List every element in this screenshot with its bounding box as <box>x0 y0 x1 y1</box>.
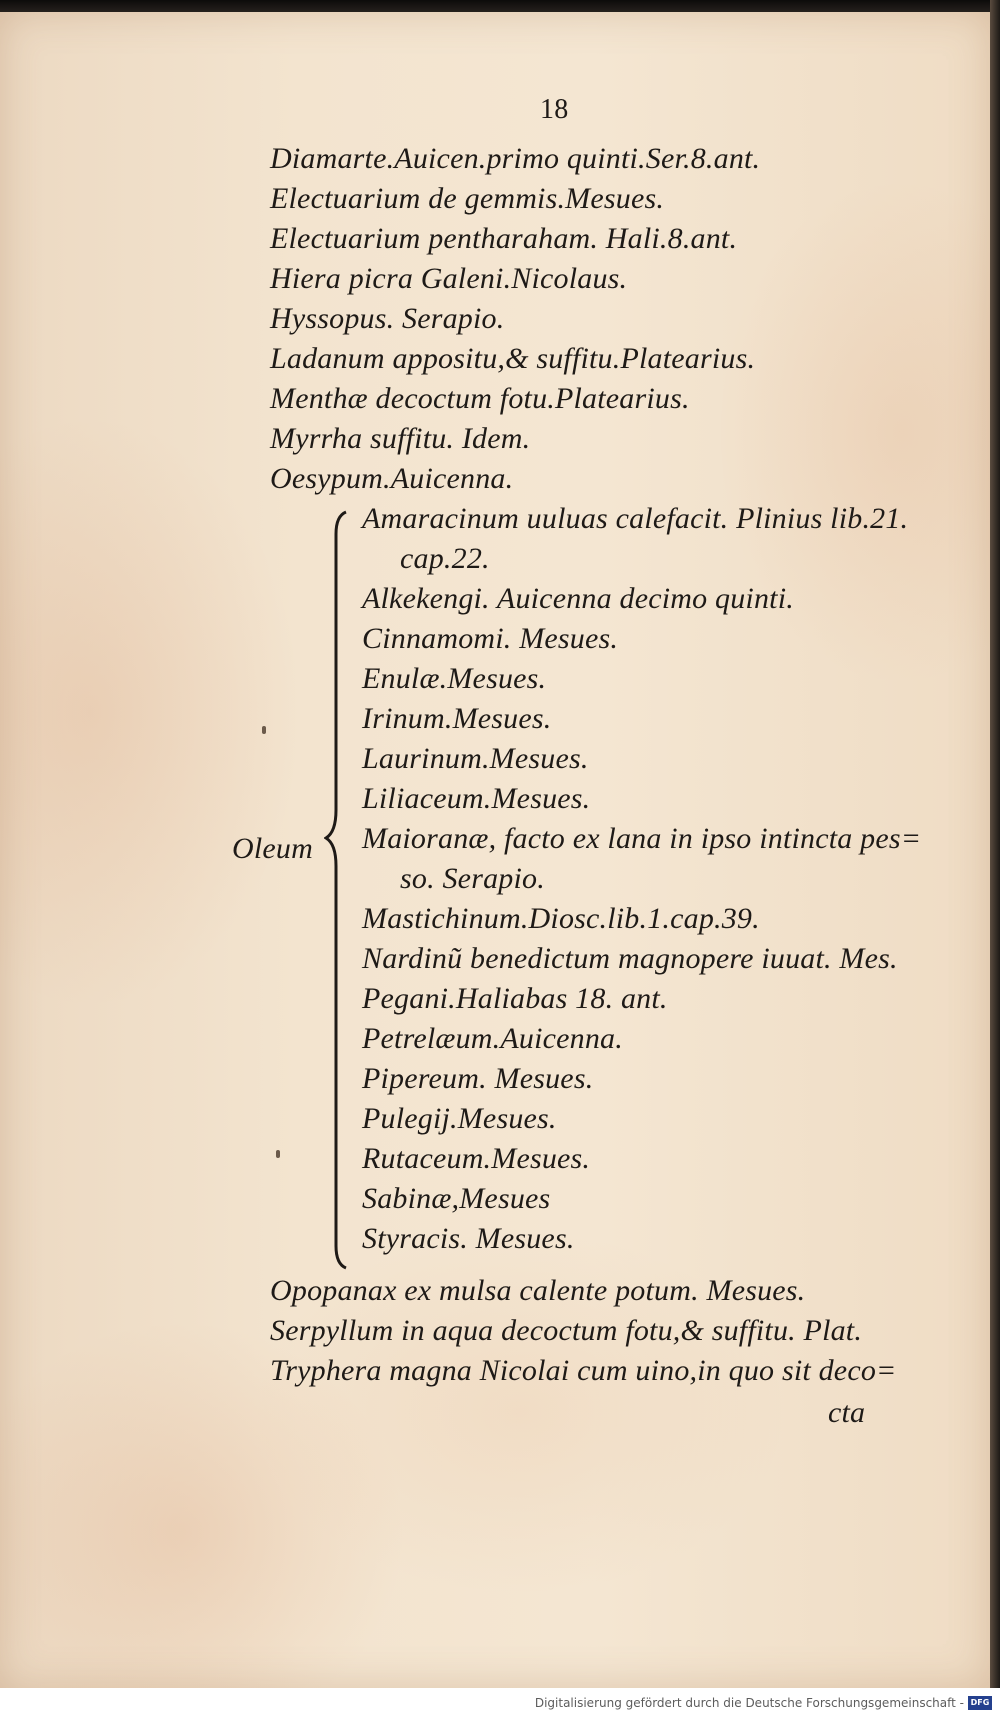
oleum-item-pipereum: Pipereum. Mesues. <box>362 1062 594 1095</box>
entry-electuarium-gemmis: Electuarium de gemmis.Mesues. <box>270 182 665 215</box>
oleum-item-petrelaeum: Petrelæum.Auicenna. <box>362 1022 623 1055</box>
oleum-item-styracis: Styracis. Mesues. <box>362 1222 575 1255</box>
oleum-label: Oleum <box>232 832 313 865</box>
oleum-item-amaracinum: Amaracinum uuluas calefacit. Plinius lib.21. <box>362 502 909 535</box>
oleum-item-maioranae: Maioranæ, facto ex lana in ipso intincta pes= <box>362 822 922 855</box>
stray-ink-mark <box>262 726 266 734</box>
entry-diamarte: Diamarte.Auicen.primo quinti.Ser.8.ant. <box>270 142 761 175</box>
oleum-item-laurinum: Laurinum.Mesues. <box>362 742 589 775</box>
stray-ink-mark <box>276 1150 280 1158</box>
oleum-item-enulae: Enulæ.Mesues. <box>362 662 547 695</box>
entry-menthae: Menthæ decoctum fotu.Platearius. <box>270 382 690 415</box>
entry-hyssopus: Hyssopus. Serapio. <box>270 302 505 335</box>
oleum-item-pegani: Pegani.Haliabas 18. ant. <box>362 982 668 1015</box>
entry-tryphera: Tryphera magna Nicolai cum uino,in quo sit deco= <box>270 1354 897 1387</box>
footer-credit: Digitalisierung gefördert durch die Deutsche Forschungsgemeinschaft - <box>534 1696 964 1710</box>
page-number: 18 <box>540 94 569 125</box>
dfg-logo: DFG <box>968 1696 992 1710</box>
oleum-item-mastichinum: Mastichinum.Diosc.lib.1.cap.39. <box>362 902 760 935</box>
oleum-brace <box>324 510 364 1270</box>
entry-ladanum: Ladanum appositu,& suffitu.Platearius. <box>270 342 756 375</box>
entry-myrrha: Myrrha suffitu. Idem. <box>270 422 531 455</box>
oleum-item-alkekengi: Alkekengi. Auicenna decimo quinti. <box>362 582 794 615</box>
oleum-item-rutaceum: Rutaceum.Mesues. <box>362 1142 591 1175</box>
oleum-item-liliaceum: Liliaceum.Mesues. <box>362 782 591 815</box>
oleum-item-sabinae: Sabinæ,Mesues <box>362 1182 551 1215</box>
oleum-item-amaracinum-cont: cap.22. <box>400 542 490 575</box>
entry-electuarium-pentharaham: Electuarium pentharaham. Hali.8.ant. <box>270 222 738 255</box>
entry-serpyllum: Serpyllum in aqua decoctum fotu,& suffitu. Plat. <box>270 1314 863 1347</box>
book-page <box>0 12 990 1688</box>
catchword: cta <box>828 1396 866 1429</box>
entry-oesypum: Oesypum.Auicenna. <box>270 462 514 495</box>
oleum-item-nardinum: Nardinũ benedictum magnopere iuuat. Mes. <box>362 942 898 975</box>
oleum-item-pulegij: Pulegij.Mesues. <box>362 1102 557 1135</box>
entry-hiera-picra: Hiera picra Galeni.Nicolaus. <box>270 262 628 295</box>
oleum-item-maioranae-cont: so. Serapio. <box>400 862 545 895</box>
entry-opopanax: Opopanax ex mulsa calente potum. Mesues. <box>270 1274 806 1307</box>
oleum-item-irinum: Irinum.Mesues. <box>362 702 552 735</box>
page-edge <box>990 0 1000 1720</box>
oleum-item-cinnamomi: Cinnamomi. Mesues. <box>362 622 619 655</box>
